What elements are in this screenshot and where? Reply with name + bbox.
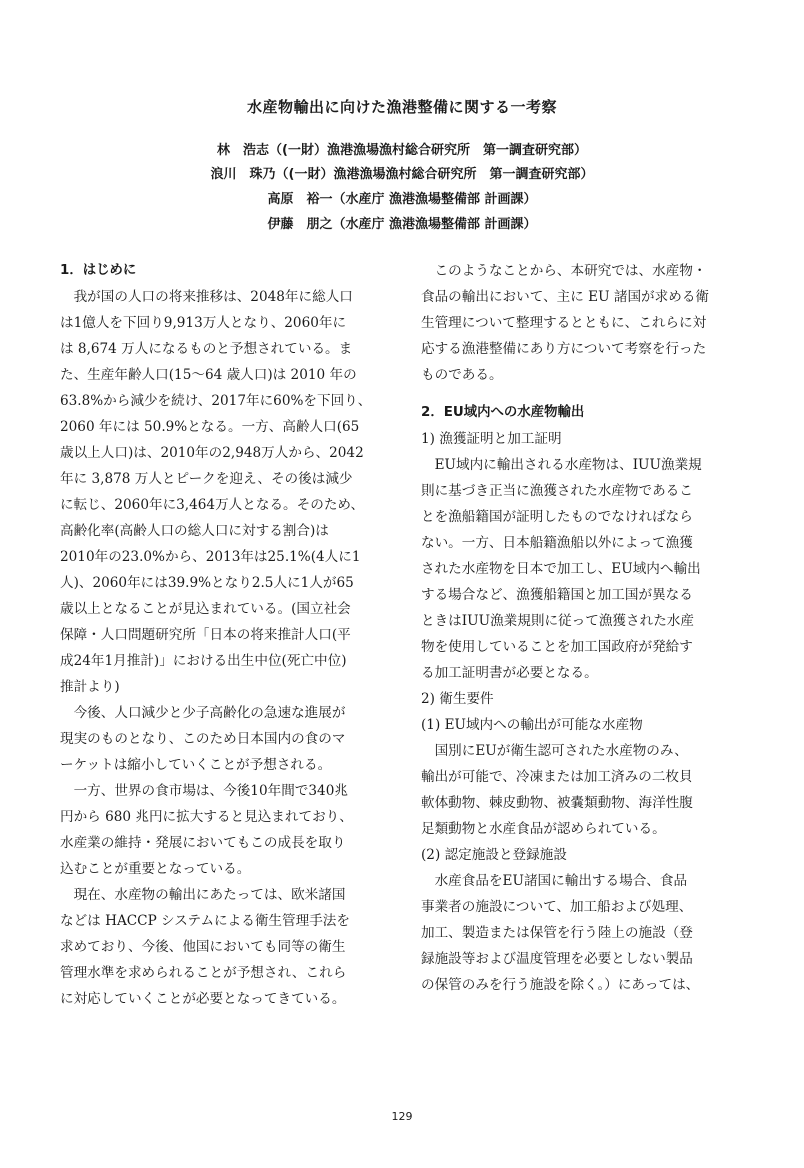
right-column bbox=[421, 258, 739, 998]
body-paragraph: 現在、水産物の輸出にあたっては、欧米諸国 などは HACCP システムによる衛生管理手法を 求めており、今後、他国においても同等の衛生 管理水準を求められることが予想され、これら に対応していくことが必要となってきている。 bbox=[60, 887, 350, 1007]
body-paragraph: 我が国の人口の将来推移は、2048年に総人口 は1億人を下回り9,913万人となり、2060年に は 8,674 万人になるものと予想されている。ま た、生産年齢人口(15～64 歳人口)は 2010 年の 63.8%から減少を続け、2017年に60%を下回り、 2060 年には 50.9%となる。一方、高齢人口(65 歳以上人口)は、2010年の2,948万人から、2042 年に 3,878 万人とピークを迎え、その後は減少 に転じ、2060年に3,464万人となる。そのため、 高齢化率(高齢人口の総人口に対する割合)は 2010年の23.0%から、2013年は25.1%(4人に1 人)、2060年には39.9%となり2.5人に1人が65 歳以上となることが見込まれている。(国立社会 保障・人口問題研究所「日本の将来推計人口(平 成24年1月推計)」における出生中位(死亡中位) 推計より) bbox=[60, 289, 372, 695]
body-paragraph: 水産食品をEU諸国に輸出する場合、食品 事業者の施設について、加工船および処理、 加工、製造または保管を行う陸上の施設（登 録施設等および温度管理を必要としない製品 の保管のみを行う施設を除く。）にあっては、 bbox=[421, 873, 700, 993]
body-paragraph: 今後、人口減少と少子高齢化の急速な進展が 現実のものとなり、このため日本国内の食のマ ーケットは縮小していくことが予想される。 bbox=[60, 705, 346, 773]
author-line: 高原 裕一（水産庁 漁港漁場整備部 計画課） bbox=[267, 192, 537, 207]
left-column bbox=[60, 258, 386, 1012]
body-paragraph: このようなことから、本研究では、水産物・ 食品の輸出において、主に EU 諸国が求める衛 生管理について整理するとともに、これらに対 応する漁港整備にあり方について考察を行った ものである。 bbox=[421, 263, 710, 383]
body-paragraph: 一方、世界の食市場は、今後10年間で340兆 円から 680 兆円に拡大すると見込まれており、 水産業の維持・発展においてもこの成長を取り 込むことが重要となっている。 bbox=[60, 783, 353, 877]
subsection-heading: 1) 漁獲証明と加工証明 bbox=[421, 431, 562, 447]
section-heading-introduction: 1．はじめに bbox=[60, 263, 137, 278]
page-number: 129 bbox=[391, 1110, 413, 1123]
author-line: 伊藤 朋之（水産庁 漁港漁場整備部 計画課） bbox=[267, 217, 537, 232]
subsection-heading: 2) 衛生要件 bbox=[421, 691, 494, 707]
subsubsection-heading: (1) EU域内への輸出が可能な水産物 bbox=[421, 717, 643, 733]
paper-title: 水産物輸出に向けた漁港整備に関する一考察 bbox=[246, 98, 557, 116]
body-paragraph: 国別にEUが衛生認可された水産物のみ、 輸出が可能で、冷凍または加工済みの二枚貝 軟体動物、棘皮動物、被嚢類動物、海洋性腹 足類動物と水産食品が認められている。 bbox=[421, 743, 693, 837]
author-line: 林 浩志（(一財）漁港漁場漁村総合研究所 第一調査研究部） bbox=[217, 143, 587, 158]
author-line: 浪川 珠乃（(一財）漁港漁場漁村総合研究所 第一調査研究部） bbox=[210, 167, 594, 182]
subsubsection-heading: (2) 認定施設と登録施設 bbox=[421, 847, 567, 863]
section-heading-eu-export: 2．EU域内への水産物輸出 bbox=[421, 405, 585, 420]
body-paragraph: EU域内に輸出される水産物は、IUU漁業規 則に基づき正当に漁獲された水産物であるこ とを漁船籍国が証明したものでなければなら ない。一方、日本船籍漁船以外によって漁獲 された水産物を日本で加工し、EU域内へ輸出 する場合など、漁獲船籍国と加工国が異なる ときはIUU漁業規則に従って漁獲された水産 物を使用していることを加工国政府が発給す る加工証明書が必要となる。 bbox=[421, 457, 702, 681]
